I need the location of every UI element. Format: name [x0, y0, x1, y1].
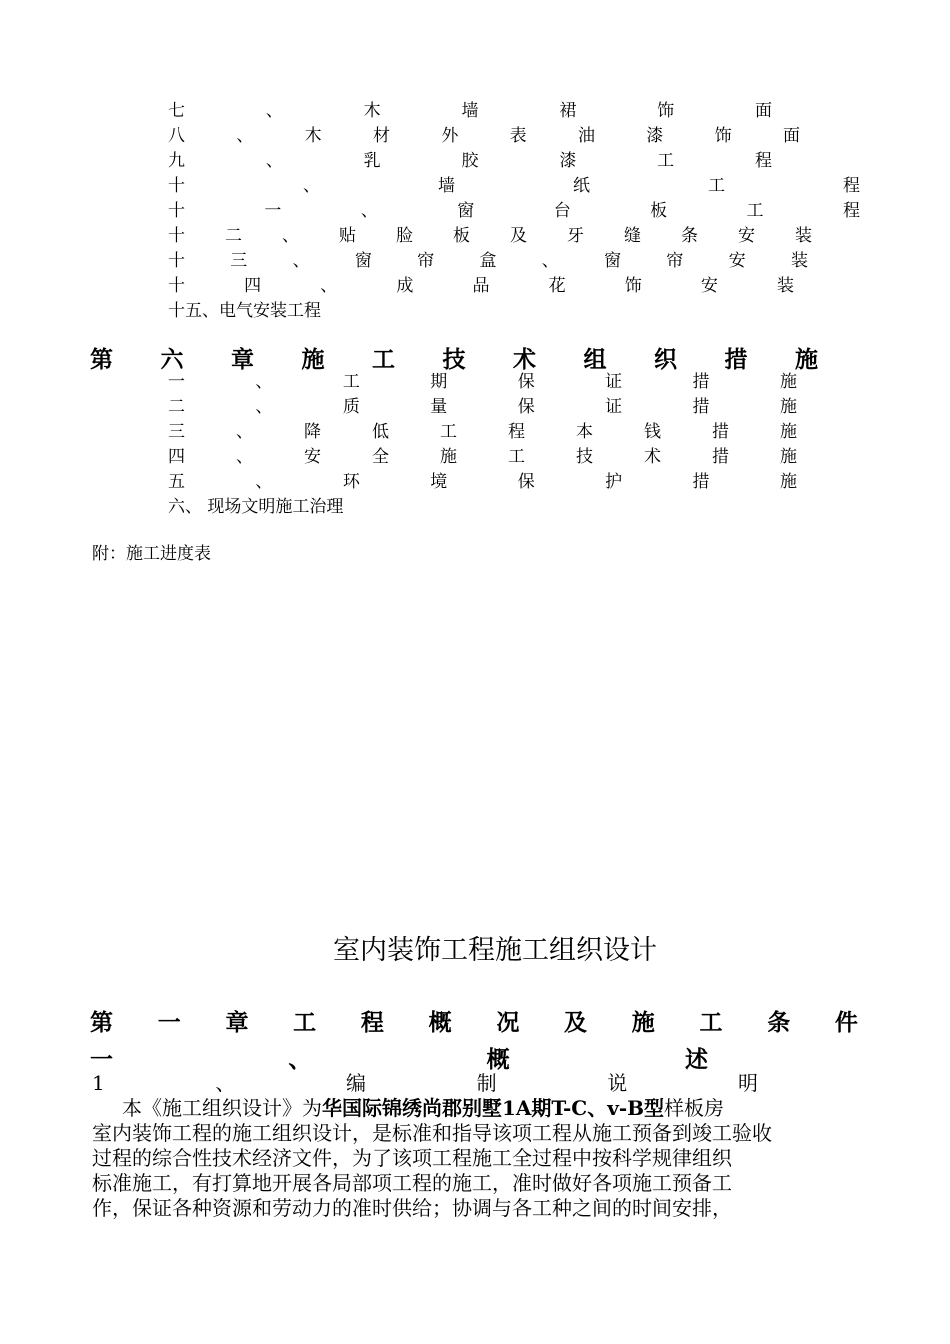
- char: 台: [553, 201, 571, 221]
- char: 工: [342, 372, 360, 392]
- char: 、: [288, 1046, 312, 1073]
- char: 三: [230, 251, 248, 271]
- char: 程: [754, 151, 772, 171]
- chapter-1-heading: [90, 1008, 858, 1038]
- char: 纸: [573, 176, 590, 196]
- char: 概: [428, 1009, 452, 1036]
- char: 窗: [604, 251, 622, 271]
- char: 第: [90, 346, 113, 373]
- char: 八: [168, 126, 185, 146]
- char: 术: [513, 346, 536, 373]
- char: 术: [644, 447, 661, 467]
- char: 措: [712, 447, 729, 467]
- toc-item-15[interactable]: 十五、电气安装工程: [168, 301, 321, 321]
- char: 板: [650, 201, 668, 221]
- char: 盒: [479, 251, 497, 271]
- char: 、: [320, 276, 338, 296]
- char: 章: [231, 346, 254, 373]
- char: 量: [430, 397, 448, 417]
- char: 件: [834, 1009, 858, 1036]
- char: 面: [754, 101, 772, 121]
- char: 脸: [396, 226, 413, 246]
- char: 制: [476, 1071, 497, 1095]
- toc-ch6-item-3[interactable]: [168, 420, 797, 445]
- char: 说: [607, 1071, 628, 1095]
- char: 一: [90, 1046, 113, 1073]
- char: 安: [728, 251, 746, 271]
- char: 、: [255, 372, 273, 392]
- char: 一: [264, 201, 282, 221]
- char: 装: [777, 276, 794, 296]
- paragraph-intro: 本《施工组织设计》为: [122, 1096, 322, 1120]
- char: 1: [92, 1071, 105, 1095]
- char: 及: [564, 1009, 588, 1036]
- char: 组: [583, 346, 607, 373]
- char: 十: [168, 251, 185, 271]
- paragraph-line: [92, 1096, 862, 1121]
- toc-ch6-item-1[interactable]: [168, 370, 797, 395]
- char: 施: [779, 397, 797, 417]
- char: 二: [225, 226, 242, 246]
- char: 程: [843, 176, 860, 196]
- char: 品: [472, 276, 490, 296]
- paragraph-line: 标准施工，有打算地开展各局部项工程的施工，准时做好各项施工预备工: [92, 1171, 732, 1195]
- char: 缝: [624, 226, 641, 246]
- paragraph-line1-tail: 样板房: [664, 1096, 725, 1120]
- char: 二: [168, 397, 185, 417]
- char: 材: [372, 126, 390, 146]
- toc-ch6-item-4[interactable]: [168, 445, 797, 470]
- char: 三: [168, 422, 185, 442]
- char: 一: [157, 1009, 181, 1036]
- char: 窗: [354, 251, 372, 271]
- char: 程: [508, 422, 525, 442]
- toc-item-12[interactable]: [168, 224, 812, 249]
- char: 施: [795, 346, 818, 373]
- char: 、: [541, 251, 559, 271]
- intro-paragraph: [92, 1096, 862, 1221]
- char: 、: [282, 226, 299, 246]
- char: 低: [372, 422, 389, 442]
- char: 织: [654, 346, 677, 373]
- char: 施: [631, 1009, 655, 1036]
- char: 条: [681, 226, 698, 246]
- toc-ch6-item-5[interactable]: [168, 470, 797, 495]
- char: 成: [396, 276, 414, 296]
- char: 述: [684, 1046, 708, 1073]
- char: 、: [303, 176, 320, 196]
- char: 安: [304, 447, 321, 467]
- char: 工: [440, 422, 457, 442]
- char: 、: [236, 126, 254, 146]
- char: 、: [292, 251, 310, 271]
- char: 钱: [644, 422, 661, 442]
- char: 、: [255, 397, 273, 417]
- char: 、: [265, 151, 283, 171]
- char: 面: [782, 126, 800, 146]
- char: 及: [510, 226, 527, 246]
- char: 十: [168, 276, 185, 296]
- char: 一: [168, 372, 185, 392]
- char: 四: [168, 447, 185, 467]
- char: 质: [342, 397, 360, 417]
- char: 九: [168, 151, 185, 171]
- char: 施: [301, 346, 325, 373]
- char: 程: [360, 1009, 384, 1036]
- char: 施: [780, 422, 797, 442]
- char: 油: [577, 126, 595, 146]
- char: 工: [708, 176, 725, 196]
- char: 、: [236, 447, 253, 467]
- char: 第: [90, 1009, 113, 1036]
- char: 措: [712, 422, 729, 442]
- char: 墙: [438, 176, 455, 196]
- char: 、: [360, 201, 378, 221]
- project-name: 华国际锦绣尚郡别墅1A期T-C、v-B型: [322, 1096, 665, 1120]
- char: 胶: [461, 151, 479, 171]
- toc-item-9[interactable]: [168, 149, 772, 174]
- paragraph-line: 作，保证各种资源和劳动力的准时供给；协调与各工种之间的时间安排，: [92, 1196, 732, 1220]
- toc-item-14[interactable]: [168, 274, 794, 299]
- char: 施: [779, 372, 797, 392]
- char: 十: [168, 201, 185, 221]
- char: 明: [737, 1071, 758, 1095]
- char: 乳: [363, 151, 381, 171]
- char: 、: [236, 422, 253, 442]
- char: 贴: [339, 226, 356, 246]
- char: 装: [790, 251, 808, 271]
- char: 工: [746, 201, 764, 221]
- char: 章: [225, 1009, 249, 1036]
- char: 花: [548, 276, 566, 296]
- char: 七: [168, 101, 185, 121]
- char: 工: [699, 1009, 723, 1036]
- char: 施: [779, 472, 797, 492]
- char: 四: [244, 276, 262, 296]
- char: 证: [605, 397, 623, 417]
- char: 、: [255, 472, 273, 492]
- char: 表: [509, 126, 527, 146]
- char: 裙: [559, 101, 577, 121]
- document-title: 室内装饰工程施工组织设计: [333, 935, 657, 966]
- char: 期: [430, 372, 448, 392]
- char: 降: [304, 422, 321, 442]
- char: 饰: [657, 101, 675, 121]
- toc-appendix[interactable]: 附：施工进度表: [92, 544, 211, 564]
- char: 外: [441, 126, 459, 146]
- char: 程: [842, 201, 860, 221]
- char: 、: [265, 101, 283, 121]
- char: 全: [372, 447, 389, 467]
- toc-item-8[interactable]: [168, 124, 800, 149]
- char: 条: [767, 1009, 791, 1036]
- char: 木: [304, 126, 322, 146]
- char: 安: [738, 226, 755, 246]
- char: 工: [657, 151, 675, 171]
- char: 十: [168, 226, 185, 246]
- char: 施: [440, 447, 457, 467]
- toc-item-7[interactable]: [168, 99, 772, 124]
- paragraph-line: 室内装饰工程的施工组织设计，是标准和指导该项工程从施工预备到竣工验收: [92, 1121, 772, 1145]
- paragraph-line: 过程的综合性技术经济文件，为了该项工程施工全过程中按科学规律组织: [92, 1146, 732, 1170]
- toc-item-11[interactable]: [168, 199, 860, 224]
- char: 六: [160, 346, 184, 373]
- char: 施: [780, 447, 797, 467]
- char: 饰: [714, 126, 732, 146]
- char: 措: [692, 397, 710, 417]
- char: 、: [215, 1071, 236, 1095]
- char: 漆: [646, 126, 664, 146]
- char: 措: [692, 372, 710, 392]
- char: 措: [724, 346, 748, 373]
- char: 工: [293, 1009, 317, 1036]
- char: 编: [346, 1071, 367, 1095]
- char: 保: [517, 372, 535, 392]
- char: 漆: [559, 151, 577, 171]
- char: 技: [442, 346, 466, 373]
- char: 境: [430, 472, 448, 492]
- char: 技: [576, 447, 593, 467]
- char: 工: [372, 346, 395, 373]
- char: 护: [605, 472, 623, 492]
- char: 保: [517, 397, 535, 417]
- char: 工: [508, 447, 525, 467]
- toc-ch6-item-2[interactable]: [168, 395, 797, 420]
- char: 十: [168, 176, 185, 196]
- char: 帘: [666, 251, 684, 271]
- char: 墙: [461, 101, 479, 121]
- char: 牙: [567, 226, 584, 246]
- char: 五: [168, 472, 185, 492]
- char: 窗: [457, 201, 475, 221]
- char: 概: [486, 1046, 510, 1073]
- char: 板: [453, 226, 470, 246]
- char: 装: [795, 226, 812, 246]
- char: 木: [363, 101, 381, 121]
- char: 保: [517, 472, 535, 492]
- char: 况: [496, 1009, 520, 1036]
- char: 措: [692, 472, 710, 492]
- toc-item-10[interactable]: [168, 174, 860, 199]
- subsection-1-heading: [92, 1071, 758, 1096]
- char: 饰: [624, 276, 642, 296]
- char: 本: [576, 422, 593, 442]
- char: 证: [605, 372, 623, 392]
- char: 帘: [417, 251, 435, 271]
- char: 环: [342, 472, 360, 492]
- toc-item-13[interactable]: [168, 249, 808, 274]
- char: 安: [700, 276, 718, 296]
- toc-ch6-item-6[interactable]: 六、 现场文明施工治理: [168, 497, 344, 517]
